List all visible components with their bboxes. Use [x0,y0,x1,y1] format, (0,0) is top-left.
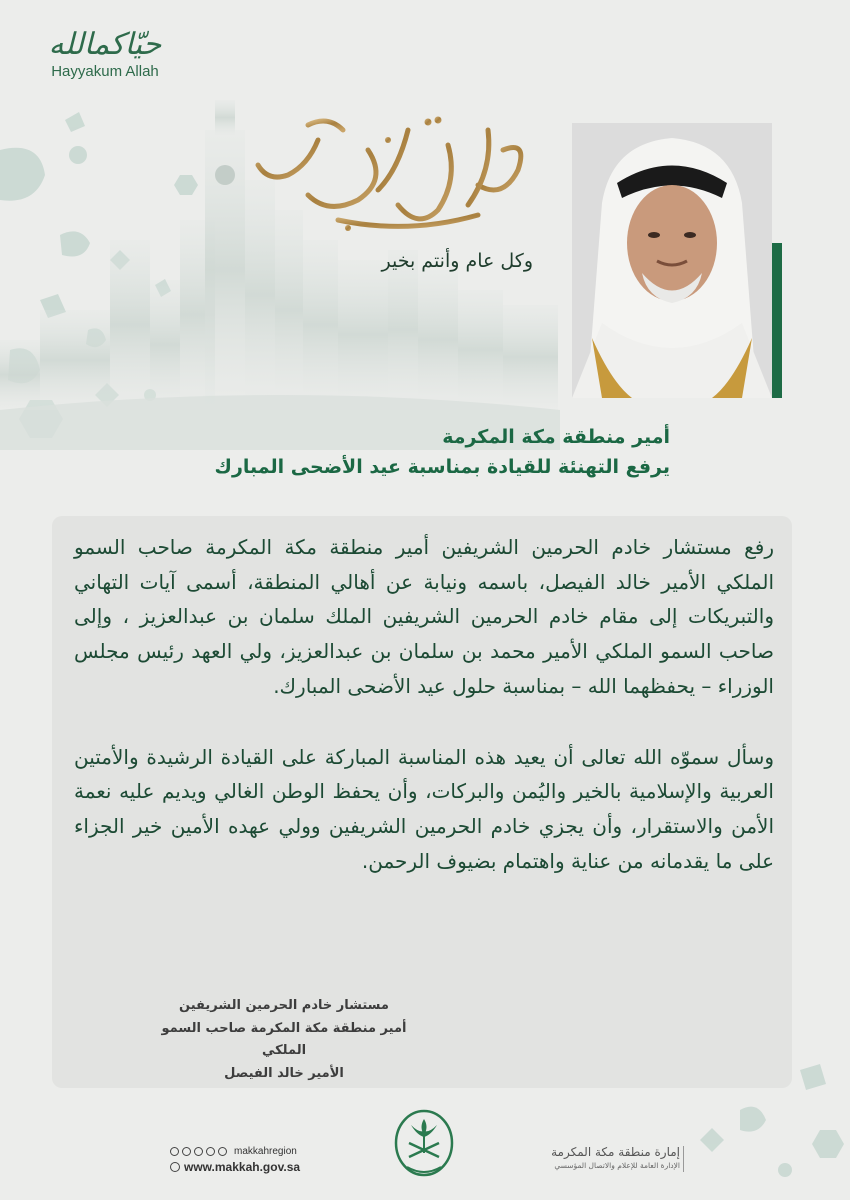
signature-line-2: أمير منطقة مكة المكرمة صاحب السمو الملكي [161,1020,407,1058]
snapchat-icon[interactable] [182,1147,191,1156]
portrait-photo [572,123,772,398]
globe-icon [170,1162,180,1172]
saudi-emblem-icon [389,1105,459,1185]
logo-english: Hayyakum Allah [51,63,159,80]
signature-line-1: مستشار خادم الحرمين الشريفين [179,998,389,1013]
x-icon[interactable] [170,1147,179,1156]
website-row [170,1160,340,1174]
website-link[interactable]: www.makkah.gov.sa [184,1160,301,1174]
eid-subtitle: وكل عام وأنتم بخير [381,250,533,272]
portrait-illustration [572,123,772,398]
body-paragraph-2: وسأل سموّه الله تعالى أن يعيد هذه المناسبة المباركة على القيادة الرشيدة والأمتين العربية والإسلامية بالخير واليُمن والبركات، وأن يحفظ الوطن الغالي ويديم عليه نعمة الأمن والاستقرار، وأن يجزي خادم الحرمين الشريفين وولي عهده الأمين خير الجزاء على ما يقدمانه من عناية واهتمام بضيوف الرحمن. [74,744,774,873]
signature-block [150,995,418,1085]
body-text [74,530,774,914]
youtube-icon[interactable] [194,1147,203,1156]
eid-mubarak-calligraphy [248,110,538,240]
photo-accent-bar [772,243,782,398]
department-name: إمارة منطقة مكة المكرمة [551,1145,680,1159]
headline-line-2: يرفع التهنئة للقيادة بمناسبة عيد الأضحى المبارك [214,456,670,478]
department-info [490,1145,680,1170]
body-paragraph-1: رفع مستشار خادم الحرمين الشريفين أمير منطقة مكة المكرمة صاحب السمو الملكي الأمير خالد الفيصل، باسمه ونيابة عن أهالي المنطقة، أسمى آيات التهاني والتبريكات إلى مقام خادم الحرمين الشريفين الملك سلمان بن عبدالعزيز ، وإلى صاحب السمو الملكي الأمير محمد بن سلمان بن عبدالعزيز، ولي العهد رئيس مجلس الوزراء – يحفظهما الله – بمناسبة حلول عيد الأضحى المبارك. [74,535,774,698]
department-subtitle: الإدارة العامة للإعلام والاتصال المؤسسي [554,1161,680,1170]
signature-line-3: الأمير خالد الفيصل [224,1065,344,1081]
instagram-icon[interactable] [206,1147,215,1156]
eid-greeting [248,110,548,290]
facebook-icon[interactable] [218,1147,227,1156]
hayyakum-allah-logo [40,28,170,80]
social-links [170,1146,340,1157]
footer-contact [170,1146,340,1174]
headline [60,422,670,482]
headline-line-1: أمير منطقة مكة المكرمة [442,426,670,448]
department-divider [683,1146,684,1172]
social-handle: makkahregion [234,1146,297,1157]
logo-arabic: حيّاكمالله [48,27,162,62]
